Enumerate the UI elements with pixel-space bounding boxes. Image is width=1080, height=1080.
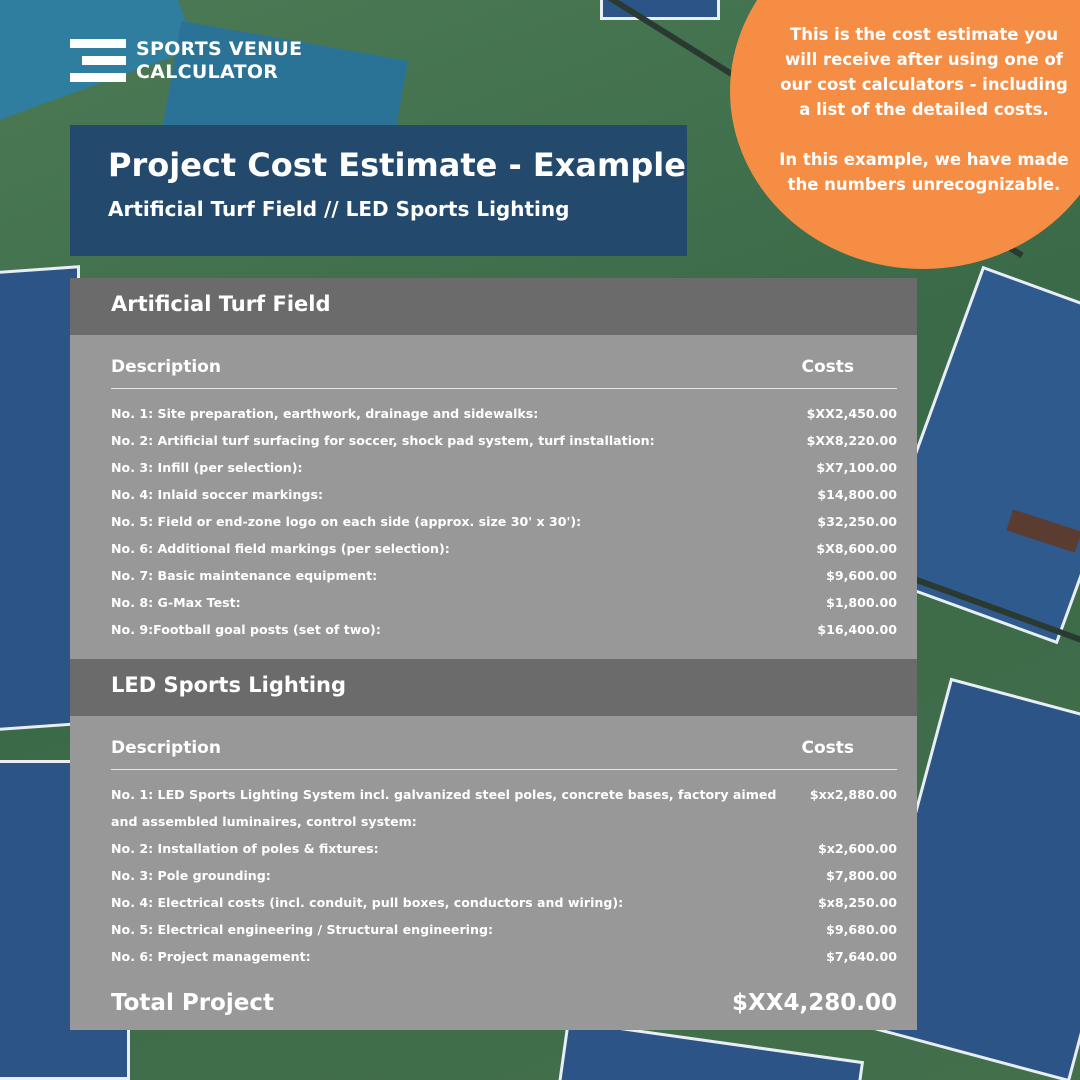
- page-subtitle: Artificial Turf Field // LED Sports Lighting: [108, 197, 570, 221]
- cost-description: No. 2: Artificial turf surfacing for soccer, shock pad system, turf installation:: [111, 433, 655, 448]
- section-body: [70, 716, 917, 1030]
- cost-description: No. 6: Additional field markings (per selection):: [111, 541, 450, 556]
- column-description: Description: [111, 356, 221, 377]
- cost-description: No. 3: Infill (per selection):: [111, 460, 303, 475]
- cost-value: $XX8,220.00: [806, 433, 897, 448]
- cost-value: $9,680.00: [826, 922, 897, 937]
- brand-line-1: SPORTS VENUE: [136, 38, 303, 60]
- cost-row: [111, 427, 897, 454]
- cost-row: [111, 562, 897, 589]
- estimate-panel: [70, 278, 917, 1030]
- logo-stripes-icon: [70, 39, 126, 83]
- cost-description: No. 1: LED Sports Lighting System incl. galvanized steel poles, concrete bases, factory aimed and assembled luminaires, control system:: [111, 787, 777, 829]
- cost-row: [111, 835, 897, 862]
- brand-line-2: CALCULATOR: [136, 61, 279, 83]
- cost-value: $X7,100.00: [816, 460, 897, 475]
- cost-description: No. 5: Field or end-zone logo on each side (approx. size 30' x 30'):: [111, 514, 582, 529]
- cost-row: [111, 616, 897, 643]
- page-title: Project Cost Estimate - Example: [108, 146, 686, 184]
- section-title: Artificial Turf Field: [70, 278, 917, 335]
- cost-description: No. 6: Project management:: [111, 949, 311, 964]
- section-title: LED Sports Lighting: [70, 659, 917, 716]
- column-costs: Costs: [801, 737, 854, 758]
- column-costs: Costs: [801, 356, 854, 377]
- cost-value: $9,600.00: [826, 568, 897, 583]
- cost-value: $16,400.00: [817, 622, 897, 637]
- cost-description: No. 3: Pole grounding:: [111, 868, 271, 883]
- cost-row: [111, 400, 897, 427]
- section-lighting: [70, 659, 917, 1030]
- cost-row: [111, 781, 897, 835]
- tennis-court: [0, 265, 80, 735]
- cost-description: No. 9:Football goal posts (set of two):: [111, 622, 381, 637]
- cost-description: No. 8: G-Max Test:: [111, 595, 241, 610]
- cost-value: $1,800.00: [826, 595, 897, 610]
- column-description: Description: [111, 737, 221, 758]
- column-headers: [111, 726, 897, 770]
- cost-description: No. 7: Basic maintenance equipment:: [111, 568, 378, 583]
- cost-value: $14,800.00: [817, 487, 897, 502]
- cost-list: [111, 389, 897, 643]
- cost-value: $xx2,880.00: [809, 787, 897, 802]
- total-row: [111, 990, 897, 1016]
- brand-logo: [70, 38, 302, 84]
- cost-value: $7,640.00: [826, 949, 897, 964]
- total-value: $XX4,280.00: [732, 990, 897, 1016]
- cost-value: $7,800.00: [826, 868, 897, 883]
- cost-value: $x2,600.00: [817, 841, 897, 856]
- cost-description: No. 4: Inlaid soccer markings:: [111, 487, 323, 502]
- cost-row: [111, 508, 897, 535]
- cost-row: [111, 916, 897, 943]
- cost-description: No. 5: Electrical engineering / Structural engineering:: [111, 922, 494, 937]
- section-body: [70, 335, 917, 659]
- cost-row: [111, 481, 897, 508]
- cost-row: [111, 589, 897, 616]
- cost-value: $XX2,450.00: [806, 406, 897, 421]
- brand-name: [136, 38, 302, 84]
- cost-description: No. 4: Electrical costs (incl. conduit, pull boxes, conductors and wiring):: [111, 895, 624, 910]
- section-turf: [70, 278, 917, 659]
- cost-value: $32,250.00: [817, 514, 897, 529]
- cost-row: [111, 862, 897, 889]
- cost-row: [111, 943, 897, 970]
- cost-value: $X8,600.00: [816, 541, 897, 556]
- column-headers: [111, 345, 897, 389]
- cost-description: No. 2: Installation of poles & fixtures:: [111, 841, 379, 856]
- cost-row: [111, 889, 897, 916]
- callout-paragraph-1: This is the cost estimate you will receive after using one of our cost calculators - including a list of the detailed costs.: [780, 25, 1068, 119]
- callout-paragraph-2: In this example, we have made the numbers unrecognizable.: [779, 150, 1069, 194]
- cost-row: [111, 535, 897, 562]
- cost-list: [111, 770, 897, 970]
- total-label: Total Project: [111, 990, 274, 1016]
- cost-description: No. 1: Site preparation, earthwork, drainage and sidewalks:: [111, 406, 539, 421]
- cost-value: $x8,250.00: [817, 895, 897, 910]
- title-banner: [70, 125, 687, 256]
- callout-text: [778, 22, 1070, 197]
- cost-row: [111, 454, 897, 481]
